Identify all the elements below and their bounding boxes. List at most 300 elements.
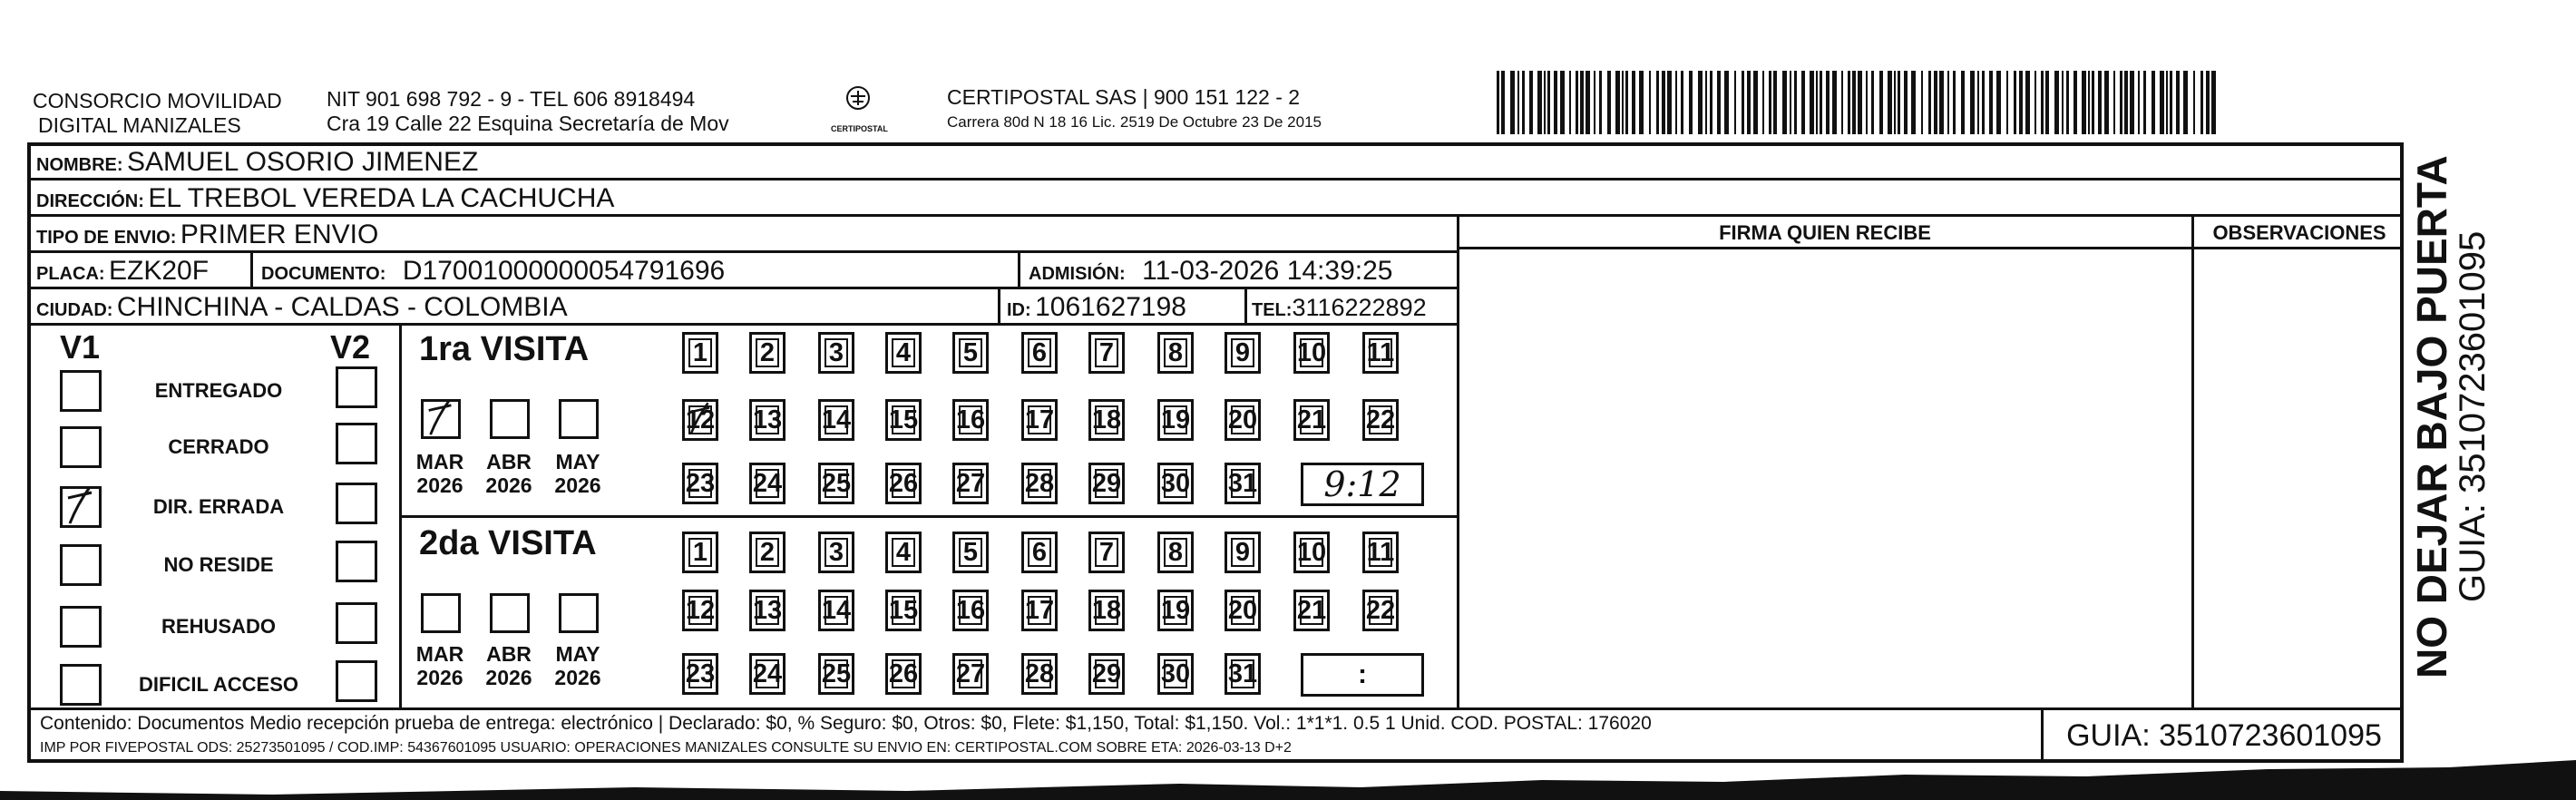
barcode-bar [1576, 71, 1578, 134]
check-mark-icon [424, 402, 458, 436]
barcode-bar [1586, 71, 1590, 134]
check-mark-icon [63, 489, 99, 525]
day-number: 14 [821, 405, 852, 434]
barcode-bar [1742, 71, 1744, 134]
day-number: 24 [752, 659, 783, 688]
day-box[interactable] [1157, 399, 1194, 441]
barcode-bar [2138, 71, 2140, 134]
day-number: 21 [1296, 595, 1327, 625]
day-box[interactable] [682, 532, 718, 573]
barcode-bar [1841, 71, 1843, 134]
barcode-bar [1689, 71, 1693, 134]
day-box[interactable] [1293, 590, 1330, 631]
day-number: 24 [752, 468, 783, 498]
day-box[interactable] [1021, 653, 1058, 695]
company-line-1: CONSORCIO MOVILIDAD [33, 89, 282, 112]
company-line-2: DIGITAL MANIZALES [38, 113, 241, 137]
visit-title: 1ra VISITA [419, 330, 590, 368]
month-checkbox[interactable] [559, 399, 599, 439]
day-number: 1 [692, 537, 708, 567]
nombre-value: SAMUEL OSORIO JIMENEZ [127, 147, 479, 177]
barcode-bar [1989, 71, 1993, 134]
day-number: 8 [1167, 337, 1184, 367]
day-number: 16 [955, 595, 986, 625]
barcode-bar [1724, 71, 1729, 134]
day-box[interactable] [682, 590, 718, 631]
month-year: 2026 [485, 666, 532, 689]
v2-checkbox[interactable] [336, 541, 377, 582]
v2-checkbox[interactable] [336, 366, 377, 408]
day-box[interactable] [818, 653, 854, 695]
day-box[interactable] [1225, 532, 1261, 573]
barcode-bar [2160, 71, 2164, 134]
firma-label: FIRMA QUIEN RECIBE [1719, 221, 1931, 244]
barcode-bar [1675, 71, 1677, 134]
barcode-bar [1961, 71, 1965, 134]
day-number: 22 [1365, 405, 1396, 434]
month-checkbox[interactable] [559, 593, 599, 633]
day-box[interactable] [1021, 332, 1058, 374]
day-number: 5 [962, 537, 979, 567]
barcode-bar [1879, 71, 1883, 134]
day-box[interactable] [1088, 399, 1125, 441]
company-name [33, 89, 282, 138]
day-number: 14 [821, 595, 852, 625]
barcode-bar [2183, 71, 2188, 134]
day-box[interactable] [1157, 653, 1194, 695]
tel-label: TEL: [1252, 300, 1293, 320]
day-box[interactable] [818, 399, 854, 441]
barcode-bar [1848, 71, 1850, 134]
id-label: ID: [1007, 300, 1031, 320]
barcode-bar [1816, 71, 1818, 134]
barcode-bar [1852, 71, 1856, 134]
barcode-bar [1594, 71, 1595, 134]
status-label: REHUSADO [161, 615, 276, 638]
barcode-bar [2088, 71, 2090, 134]
v1-checkbox[interactable] [60, 426, 102, 468]
day-box[interactable] [749, 653, 785, 695]
day-number: 11 [1366, 337, 1395, 367]
barcode-bar [2006, 71, 2008, 134]
day-box[interactable] [1088, 590, 1125, 631]
month-label [484, 642, 533, 689]
day-box[interactable] [682, 463, 718, 504]
day-box[interactable] [749, 332, 785, 374]
day-box[interactable] [818, 590, 854, 631]
barcode-bar [1773, 71, 1777, 134]
day-number: 15 [888, 595, 919, 625]
barcode-bar [2104, 71, 2109, 134]
time-field[interactable] [1301, 653, 1424, 697]
day-number: 9 [1234, 537, 1251, 567]
status-label: DIR. ERRADA [152, 495, 285, 518]
day-box[interactable] [1157, 590, 1194, 631]
day-number: 23 [685, 468, 716, 498]
barcode-bar [2041, 71, 2044, 134]
barcode-bar [1810, 71, 1814, 134]
day-number: 7 [1098, 337, 1115, 367]
tel-row [1252, 290, 1427, 329]
day-mark-icon [685, 402, 716, 438]
barcode-bar [1762, 71, 1764, 134]
barcode-bar [1649, 71, 1651, 134]
barcode-bar [1517, 71, 1519, 134]
day-box[interactable] [1362, 399, 1399, 441]
barcode-bar [2054, 71, 2059, 134]
day-box[interactable] [1157, 332, 1194, 374]
v2-label: V2 [330, 328, 371, 366]
certipostal-line: CERTIPOSTAL SAS | 900 151 122 - 2 [947, 85, 1301, 109]
barcode-bar [1717, 71, 1721, 134]
day-number: 17 [1024, 405, 1055, 434]
barcode-bar [2082, 71, 2086, 134]
day-box[interactable] [952, 590, 989, 631]
admision-row [1029, 254, 1392, 293]
footer-line-2: IMP POR FIVEPOSTAL ODS: 25273501095 / COD.IMP: 54367601095 USUARIO: OPERACIONES MANIZALES CONSULTE SU ENVIO EN: CERTIPOSTAL.COM SOBRE ETA: 2026-03-13 D+2 [40, 740, 1292, 756]
ciudad-row [36, 290, 568, 329]
day-number: 13 [752, 405, 783, 434]
barcode-bar [1544, 71, 1546, 134]
barcode-bar [1928, 71, 1931, 134]
day-number: 28 [1024, 468, 1055, 498]
day-number: 10 [1296, 537, 1327, 567]
day-box[interactable] [1362, 532, 1399, 573]
day-box[interactable] [1088, 463, 1125, 504]
barcode-bar [1898, 71, 1900, 134]
barcode-bar [2152, 71, 2155, 134]
day-number: 19 [1160, 405, 1191, 434]
barcode-bar [2113, 71, 2115, 134]
time-value: : [1358, 659, 1367, 689]
day-number: 15 [888, 405, 919, 434]
barcode-graphic [1497, 71, 2219, 134]
day-number: 19 [1160, 595, 1191, 625]
day-box[interactable] [1225, 590, 1261, 631]
nombre-label: NOMBRE: [36, 155, 123, 175]
barcode-bar [2034, 71, 2036, 134]
barcode-bar [1625, 71, 1628, 134]
day-box[interactable] [885, 532, 922, 573]
barcode-bar [1662, 71, 1665, 134]
day-number: 28 [1024, 659, 1055, 688]
v1-checkbox[interactable] [60, 664, 102, 706]
day-box[interactable] [1021, 532, 1058, 573]
documento-value: D17001000000054791696 [402, 256, 726, 286]
day-box[interactable] [1088, 532, 1125, 573]
day-number: 20 [1227, 595, 1258, 625]
barcode-bar [1698, 71, 1703, 134]
month-checkbox[interactable] [421, 593, 461, 633]
side-guia: GUIA: 3510723601095 [2453, 230, 2493, 602]
barcode-bar [2193, 71, 2195, 134]
day-number: 23 [685, 659, 716, 688]
visit-title: 2da VISITA [419, 524, 597, 562]
status-label: CERRADO [168, 435, 269, 458]
day-number: 8 [1167, 537, 1184, 567]
tipo-row [36, 218, 378, 257]
day-number: 26 [888, 468, 919, 498]
day-box[interactable] [952, 653, 989, 695]
barcode-bar [1826, 71, 1830, 134]
day-number: 9 [1234, 337, 1251, 367]
day-number: 12 [685, 595, 716, 625]
barcode-bar [1753, 71, 1758, 134]
barcode-bar [1681, 71, 1683, 134]
barcode-bar [1953, 71, 1956, 134]
v2-checkbox[interactable] [336, 423, 377, 464]
day-box[interactable] [1293, 332, 1330, 374]
barcode-bar [2066, 71, 2069, 134]
status-label: ENTREGADO [154, 379, 283, 402]
day-box[interactable] [1021, 463, 1058, 504]
barcode-bar [1554, 71, 1557, 134]
barcode-bar [1871, 71, 1874, 134]
day-box[interactable] [1157, 463, 1194, 504]
certipostal-info [947, 85, 1322, 134]
barcode-bar [1894, 71, 1896, 134]
month-year: 2026 [416, 666, 463, 689]
day-box[interactable] [682, 399, 718, 441]
day-number: 5 [962, 337, 979, 367]
barcode-bar [2176, 71, 2180, 134]
day-box[interactable] [682, 332, 718, 374]
day-number: 4 [895, 337, 912, 367]
license-line: Carrera 80d N 18 16 Lic. 2519 De Octubre 23 De 2015 [947, 113, 1322, 131]
barcode-bar [1510, 71, 1515, 134]
barcode-bar [1547, 71, 1550, 134]
day-number: 30 [1160, 659, 1191, 688]
day-box[interactable] [885, 463, 922, 504]
barcode-bar [1522, 71, 1525, 134]
barcode-bar [1904, 71, 1908, 134]
barcode-bar [1947, 71, 1949, 134]
day-box[interactable] [885, 399, 922, 441]
barcode-bar [1537, 71, 1542, 134]
barcode-bar [1710, 71, 1712, 134]
barcode-bar [1911, 71, 1916, 134]
barcode-bar [2143, 71, 2146, 134]
day-box[interactable] [818, 332, 854, 374]
day-box[interactable] [749, 532, 785, 573]
direccion-value: EL TREBOL VEREDA LA CACHUCHA [148, 183, 615, 213]
v2-checkbox[interactable] [336, 660, 377, 702]
month-year: 2026 [554, 473, 601, 497]
day-number: 2 [759, 537, 776, 567]
barcode [1497, 71, 2219, 134]
month-label [415, 450, 464, 497]
barcode-bar [1921, 71, 1923, 134]
barcode-bar [1794, 71, 1797, 134]
month-label [553, 450, 602, 497]
day-number: 6 [1031, 337, 1048, 367]
day-number: 3 [828, 337, 844, 367]
day-box[interactable] [952, 532, 989, 573]
day-box[interactable] [952, 332, 989, 374]
barcode-bar [2120, 71, 2122, 134]
v1-checkbox[interactable] [60, 606, 102, 648]
barcode-bar [1888, 71, 1892, 134]
observaciones-label: OBSERVACIONES [2212, 221, 2386, 244]
barcode-bar [2025, 71, 2030, 134]
barcode-bar [1607, 71, 1611, 134]
month-name: MAY [555, 642, 600, 666]
nombre-row [36, 145, 478, 184]
month-label [484, 450, 533, 497]
barcode-bar [1497, 71, 1499, 134]
v1-checkbox[interactable] [60, 486, 102, 528]
barcode-bar [2211, 71, 2216, 134]
barcode-bar [1769, 71, 1771, 134]
ciudad-label: CIUDAD: [36, 300, 113, 320]
barcode-bar [1639, 71, 1644, 134]
month-label [415, 642, 464, 689]
day-number: 16 [955, 405, 986, 434]
barcode-bar [1705, 71, 1707, 134]
barcode-bar [1996, 71, 2001, 134]
month-label [553, 642, 602, 689]
barcode-bar [1790, 71, 1791, 134]
day-box[interactable] [1157, 532, 1194, 573]
id-row [1007, 290, 1186, 329]
barcode-bar [2073, 71, 2077, 134]
footer-guia: GUIA: 3510723601095 [2066, 718, 2382, 753]
day-number: 3 [828, 537, 844, 567]
barcode-bar [1782, 71, 1787, 134]
logo-text: CERTIPOSTAL [831, 124, 888, 133]
day-number: 7 [1098, 537, 1115, 567]
direccion-row [36, 181, 614, 220]
barcode-bar [2098, 71, 2102, 134]
barcode-bar [1970, 71, 1975, 134]
day-number: 27 [955, 468, 986, 498]
placa-row [36, 254, 209, 293]
day-box[interactable] [818, 463, 854, 504]
month-year: 2026 [416, 473, 463, 497]
day-number: 10 [1296, 337, 1327, 367]
day-box[interactable] [749, 463, 785, 504]
barcode-bar [2019, 71, 2023, 134]
v2-checkbox[interactable] [336, 602, 377, 644]
day-number: 17 [1024, 595, 1055, 625]
day-box[interactable] [1362, 590, 1399, 631]
month-name: ABR [486, 450, 532, 473]
barcode-bar [1560, 71, 1565, 134]
month-checkbox[interactable] [490, 399, 530, 439]
day-number: 4 [895, 537, 912, 567]
day-box[interactable] [1088, 332, 1125, 374]
admision-label: ADMISIÓN: [1029, 264, 1126, 284]
barcode-bar [2130, 71, 2134, 134]
day-box[interactable] [749, 399, 785, 441]
footer-line-1: Contenido: Documentos Medio recepción prueba de entrega: electrónico | Declarado: $0, % Seguro: $0, Otros: $0, Flete: $1,150, Total: $1,150. Vol.: 1*1*1. 0.5 1 Unid. COD. POSTAL: 176020 [40, 713, 1652, 734]
barcode-bar [1858, 71, 1862, 134]
day-number: 30 [1160, 468, 1191, 498]
barcode-bar [2166, 71, 2168, 134]
barcode-bar [2200, 71, 2203, 134]
day-number: 12 [685, 405, 716, 434]
day-box[interactable] [1225, 332, 1261, 374]
barcode-bar [2124, 71, 2128, 134]
day-number: 18 [1091, 595, 1122, 625]
day-number: 2 [759, 337, 776, 367]
status-label: DIFICIL ACCESO [138, 673, 298, 696]
v1-label: V1 [60, 328, 101, 366]
status-label: NO RESIDE [163, 553, 274, 576]
day-box[interactable] [1293, 399, 1330, 441]
month-checkbox[interactable] [490, 593, 530, 633]
side-warning: NO DEJAR BAJO PUERTA [2408, 155, 2455, 678]
day-box[interactable] [1225, 463, 1261, 504]
day-box[interactable] [952, 399, 989, 441]
barcode-bar [2045, 71, 2049, 134]
documento-label: DOCUMENTO: [261, 264, 386, 284]
barcode-bar [1934, 71, 1937, 134]
v1-checkbox[interactable] [60, 544, 102, 586]
day-box[interactable] [1362, 332, 1399, 374]
day-box[interactable] [1293, 532, 1330, 573]
ciudad-value: CHINCHINA - CALDAS - COLOMBIA [116, 292, 568, 322]
documento-row [261, 254, 725, 293]
day-box[interactable] [818, 532, 854, 573]
day-box[interactable] [885, 332, 922, 374]
day-number: 29 [1091, 659, 1122, 688]
day-number: 31 [1227, 659, 1258, 688]
barcode-bar [1599, 71, 1602, 134]
barcode-bar [1801, 71, 1805, 134]
id-value: 1061627198 [1035, 292, 1186, 322]
day-box[interactable] [1225, 653, 1261, 695]
time-field[interactable] [1301, 463, 1424, 506]
address-line: Cra 19 Calle 22 Esquina Secretaría de Mov [327, 112, 729, 135]
barcode-bar [2092, 71, 2094, 134]
month-name: MAY [555, 450, 600, 473]
barcode-bar [1622, 71, 1624, 134]
barcode-bar [1832, 71, 1837, 134]
day-number: 25 [821, 659, 852, 688]
day-number: 20 [1227, 405, 1258, 434]
day-number: 6 [1031, 537, 1048, 567]
nit-line: NIT 901 698 792 - 9 - TEL 606 8918494 [327, 87, 696, 111]
placa-value: EZK20F [109, 256, 210, 286]
barcode-bar [1569, 71, 1571, 134]
month-year: 2026 [554, 666, 601, 689]
day-box[interactable] [885, 653, 922, 695]
month-checkbox[interactable] [421, 399, 461, 439]
day-box[interactable] [1021, 399, 1058, 441]
day-box[interactable] [1088, 653, 1125, 695]
certipostal-logo [831, 83, 888, 134]
placa-label: PLACA: [36, 264, 105, 284]
barcode-bar [2206, 71, 2210, 134]
v2-checkbox[interactable] [336, 483, 377, 524]
day-box[interactable] [1021, 590, 1058, 631]
day-box[interactable] [885, 590, 922, 631]
month-name: MAR [415, 450, 464, 473]
day-box[interactable] [749, 590, 785, 631]
day-box[interactable] [1225, 399, 1261, 441]
v1-checkbox[interactable] [60, 370, 102, 412]
day-number: 25 [821, 468, 852, 498]
day-number: 18 [1091, 405, 1122, 434]
day-number: 26 [888, 659, 919, 688]
day-box[interactable] [952, 463, 989, 504]
day-box[interactable] [682, 653, 718, 695]
barcode-bar [1529, 71, 1533, 134]
barcode-bar [1667, 71, 1672, 134]
day-number: 13 [752, 595, 783, 625]
barcode-bar [1580, 71, 1584, 134]
